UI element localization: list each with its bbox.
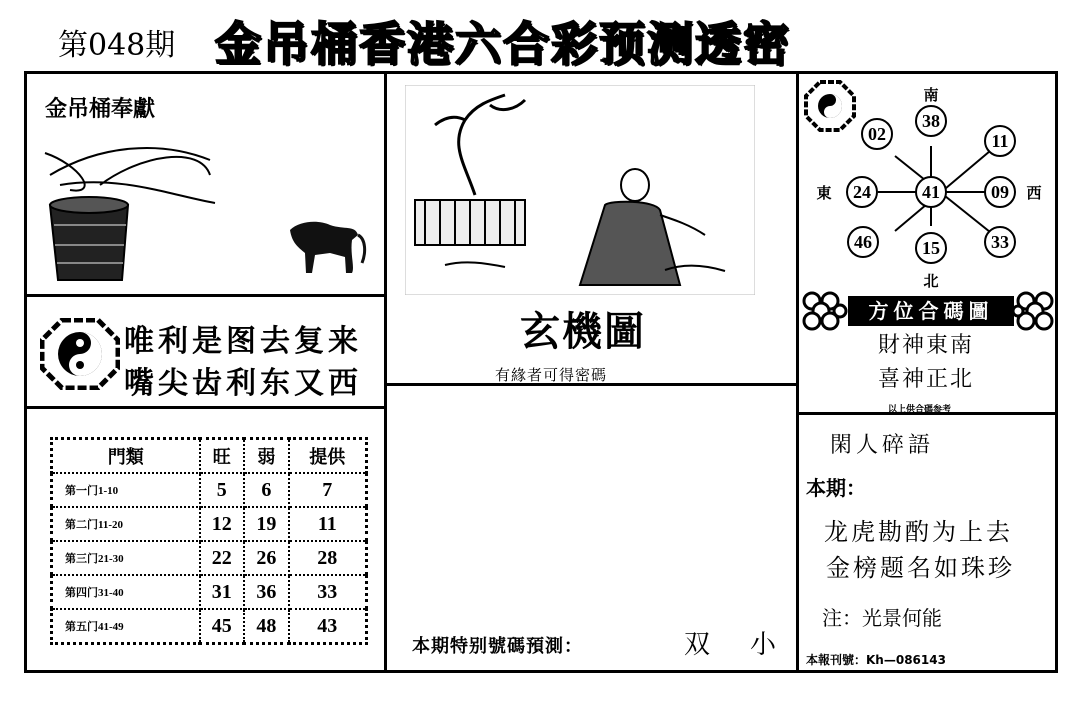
direction-west: 西 [1026,184,1042,202]
divider-left-1 [26,294,385,297]
wealth-god-direction: 財神東南 [878,333,975,358]
bucket-icon [45,148,215,280]
divider-right [796,72,799,671]
table-row [52,507,367,541]
header-provide: 提供 [289,439,367,474]
row-label: 第五门41-49 [52,609,200,644]
contributor-label: 金吊桶奉獻 [45,97,156,122]
direction-chart-banner: 方位合碼圖 [848,296,1014,326]
page-title: 金吊桶香港六合彩预测透密 [215,17,791,71]
divider-left [384,72,387,671]
this-period-label: 本期： [806,476,866,500]
cell-value: 22 [200,541,245,575]
direction-east: 東 [816,184,832,202]
compass-number-chart [800,76,1056,294]
number-15: 15 [922,238,940,258]
cell-value: 5 [200,473,245,507]
table-row [52,609,367,644]
number-41: 41 [922,182,940,202]
tiger-icon [290,222,365,273]
idle-talk-line-1: 龙虎勘酌为上去 [824,518,1013,546]
table-row [52,473,367,507]
prediction-value-size: 小 [750,630,777,660]
number-09: 09 [991,182,1009,202]
special-number-label: 本期特别號碼預測： [412,636,583,657]
cell-value: 6 [244,473,289,507]
cell-value: 36 [244,575,289,609]
joy-god-direction: 喜神正北 [878,367,975,392]
header-weak: 弱 [244,439,289,474]
mystery-chart-subtitle: 有緣者可得密碼 [495,366,608,384]
cell-value: 7 [289,473,367,507]
direction-north: 北 [923,272,939,290]
number-11: 11 [991,131,1009,151]
door-table [50,437,368,645]
cell-value: 45 [200,609,245,644]
idle-talk-title: 閑人碎語 [830,433,935,458]
reference-note: 以上供合碼参考 [888,405,952,415]
number-02: 02 [868,124,886,144]
row-label: 第一门1-10 [52,473,200,507]
bagua-corner-icon [806,82,854,130]
bagua-yinyang-icon [40,318,120,390]
cell-value: 28 [289,541,367,575]
header-strong: 旺 [200,439,245,474]
poem-line-1: 唯利是图去复来 [124,324,362,359]
mystery-illustration [405,85,755,295]
mystery-chart-title: 玄機圖 [520,308,646,355]
row-label: 第四门31-40 [52,575,200,609]
divider-left-2 [26,406,385,409]
fence-icon [415,200,525,245]
cell-value: 12 [200,507,245,541]
cell-value: 26 [244,541,289,575]
table-header-row [52,439,367,474]
table-row [52,575,367,609]
issue-number: 第048期 [58,28,176,63]
cell-value: 31 [200,575,245,609]
cell-value: 33 [289,575,367,609]
cell-value: 43 [289,609,367,644]
bucket-tiger-illustration [40,135,370,290]
prediction-value-parity: 双 [684,630,711,660]
number-46: 46 [854,232,872,252]
banner-ornament-left-icon [800,289,848,333]
number-33: 33 [991,232,1009,252]
cell-value: 11 [289,507,367,541]
number-38: 38 [922,111,940,131]
cell-value: 19 [244,507,289,541]
header-category: 門類 [52,439,200,474]
banner-ornament-right-icon [1012,289,1058,333]
table-row [52,541,367,575]
idle-talk-line-2: 金榜题名如珠珍 [826,554,1015,582]
row-label: 第二门11-20 [52,507,200,541]
idle-talk-note: 注：光景何能 [822,606,942,630]
direction-south: 南 [923,86,939,104]
publication-code: 本報刊號：Kh—086143 [806,653,946,667]
cell-value: 48 [244,609,289,644]
poem-line-2: 嘴尖齿利东又西 [124,366,362,401]
row-label: 第三门21-30 [52,541,200,575]
number-24: 24 [853,182,871,202]
